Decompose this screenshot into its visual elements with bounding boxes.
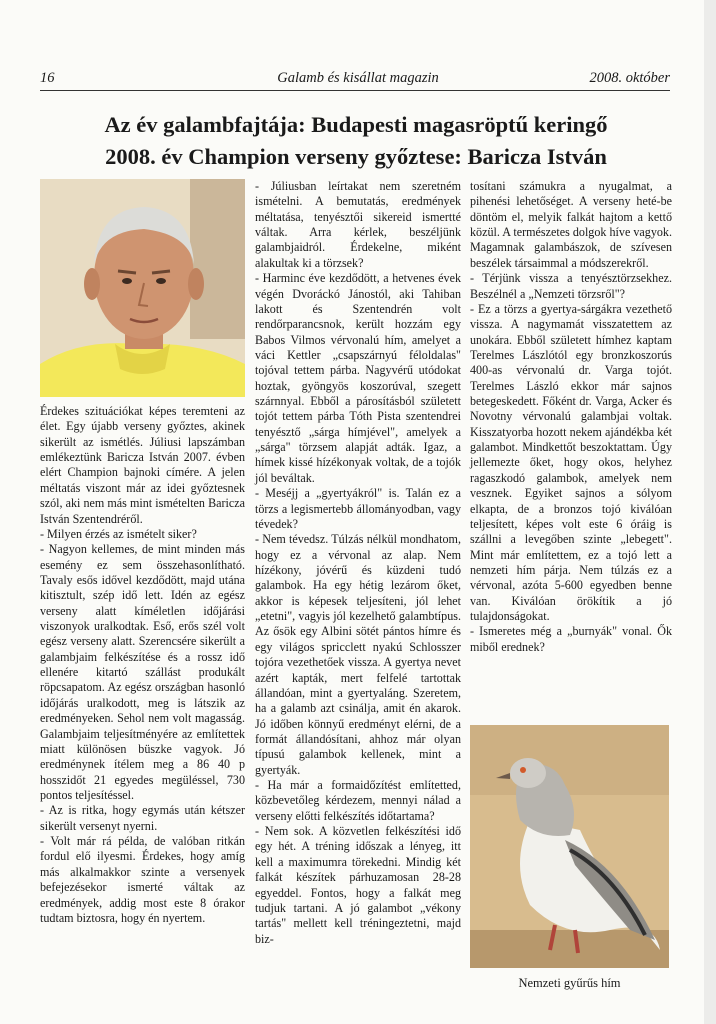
article-column-2: - Júliusban leírtakat nem szeretném ismételni. A bemutatás, eredmények méltatása, tenyésztői sikereid ismertté váltak. Arra kérlek, beszéljünk galambjaidról. Érdekelne, miként alakultak ki a törzsek? - Harminc éve kezdődött, a hetvenes évek végén Dvoráckó Jánostól, aki Tahiban lakott és Szentendrén volt rendőrparancsnok, került hozzám egy Babos Vilmos vérvonalú hím, amelyet a váci Kettler „csapszárnyú féloldalas" tojóval tettem párba. Nagyvérű utódokat hoztak, gyöngyös koszorúval, szegett szárnnyal. Ebből a párosításból született tojót tettem párba Tóth Pista szentendrei tenyésztő „sárga hímjével", amelyek a „sárga" törzsem alapját adták. Igaz, a hímek kissé hízékonyak voltak, de a tojók jól beváltak. - Meséjj a „gyertyákról" is. Talán ez a törzs a legismertebb állományodban, vagy tévedek? - Nem tévedsz. Túlzás nélkül mondhatom, hogy ez a vérvonal az alap. Nem hízékony, jóvérű és küzdeni tudó galambok. Ha egy hétig lezárom őket, akkor is képesek teljesíteni, jól lehet „etetni", vagyis jól kezelhető galambtípus. Az ősök egy Albini sötét pántos hímre és egy világos spricclett nyakú Schlosszer tojóra vezethetőek vissza. A gyertya nevet azért kapták, mert felfelé tartottak állandóan, mint a gyertyaláng. Szeretem, ha a galamb azt csinálja, amit én akarok. Jó időben könnyű eredményt elérni, de a formát állandósítani, ahhoz már olyan típusú galambok kellenek, mint a gyertyák. - Ha már a formaidőzítést említetted, közbevetőleg kérdezem, mennyi nálad a verseny előtti felkészítés időtartama? - Nem sok. A közvetlen felkészítési idő egy hét. A tréning időszak a lényeg, itt kell a maximumra törekedni. Mindig két falkát készítek párhuzamosan 28-28 egyeddel. Fontos, hogy a falkát meg tudjuk tartani. A jó galambot „vékony tartás" mellett kell tréningeztetni, majd biz- [255, 179, 461, 946]
portrait-illustration [40, 179, 245, 397]
pigeon-photo [470, 725, 669, 968]
issue-date: 2008. október [589, 70, 670, 86]
pigeon-illustration [470, 725, 669, 968]
article-column-3: tosítani számukra a nyugalmat, a pihenési lehetőséget. A verseny heté-be döntöm el, melyik falkát hajtom a kettő közül. A természetes dolgok híve vagyok. Magamnak galambászok, de szívesen beszélek társaimmal a módszerekről. - Térjünk vissza a tenyésztörzsekhez. Beszélnél a „Nemzeti törzsről"? - Ez a törzs a gyertya-sárgákra vezethető vissza. A nagymamát visszatettem az unokára. Ebből született hímhez kaptam Terelmes Lászlótól egy bronzkoszorús 400-as vérvonalú dr. Varga tojót. Terelmes László ekkor már sajnos betegeskedett. Főként dr. Varga, Acker és Novotny vérvonalú galambjai voltak. Kisszatyorba hozott nekem ajándékba két galambot. Mindkettőt beszoktattam. Úgy jellemezte őket, hogy okos, helyhez ragaszkodó galambok, amelyek nem vesznek. Egyiket sajnos a sólyom elkapta, de a bronzos tojó kiválóan teljesített, képes volt este 6 óráig is szállni a levegőben szinte „lebegett". Mint már említettem, ez a tojó lett a nemzeti hím párja. Nem túlzás ez a vérvonal, azóta 5-600 egyedben benne van. Kiválóan örökítik a jó tulajdonságokat. - Ismeretes még a „burnyák" vonal. Ők miből erednek? [470, 179, 672, 654]
headline-line-1: Az év galambfajtája: Budapesti magasröptű keringő [104, 112, 608, 137]
right-page-margin [704, 0, 716, 1024]
pigeon-photo-caption: Nemzeti gyűrűs hím [518, 976, 621, 990]
portrait-photo [40, 179, 245, 397]
page-number: 16 [40, 70, 55, 86]
headline-line-2: 2008. év Champion verseny győztese: Baricza István [105, 144, 607, 169]
header-rule [40, 90, 670, 91]
article-column-1: Érdekes szituációkat képes teremteni az élet. Egy újabb verseny győztes, akinek sikerült az ismétlés. Júliusi lapszámban emlékeztünk Baricza István 2007. évben elért Champion bajnoki címére. A jelen méltatás viszont már az idei győztesnek szól, aki nem más mint ismételten Baricza István Szentendréről. - Milyen érzés az ismételt siker? - Nagyon kellemes, de mint minden más esemény ez sem összehasonlítható. Tavaly esős idővel kezdődött, majd utána kitisztult, szép idő lett. Idén az egész verseny alatt kíméletlen időjárási viszonyok uralkodtak. Eső, erős szél volt egész verseny alatt. Szerencsére sikerült a galambjaim felkészítése és a rossz idő ellenére kitartó szállást produkált röpcsapatom. Az egész országban hasonló időjárás uralkodott, meg is látszik az eredményeken. Sehol nem volt magasság. Galambjaim teljesítményére az említettek miatt különösen büszke vagyok. Jó eredménynek ítélem meg a 86 40 p hosszidőt 21 egyedes megüléssel, 730 pontos teljesítéssel. - Az is ritka, hogy egymás után kétszer sikerült versenyt nyerni. - Volt már rá példa, de valóban ritkán fordul elő ilyesmi. Érdekes, hogy amíg más alkalmakkor szinte a versenyek befejezésekor ismerté váltak az eredmények, addig most este 8 órakor tudtam biztosra, hogy én nyertem. [40, 404, 245, 925]
magazine-name: Galamb és kisállat magazin [277, 70, 439, 86]
